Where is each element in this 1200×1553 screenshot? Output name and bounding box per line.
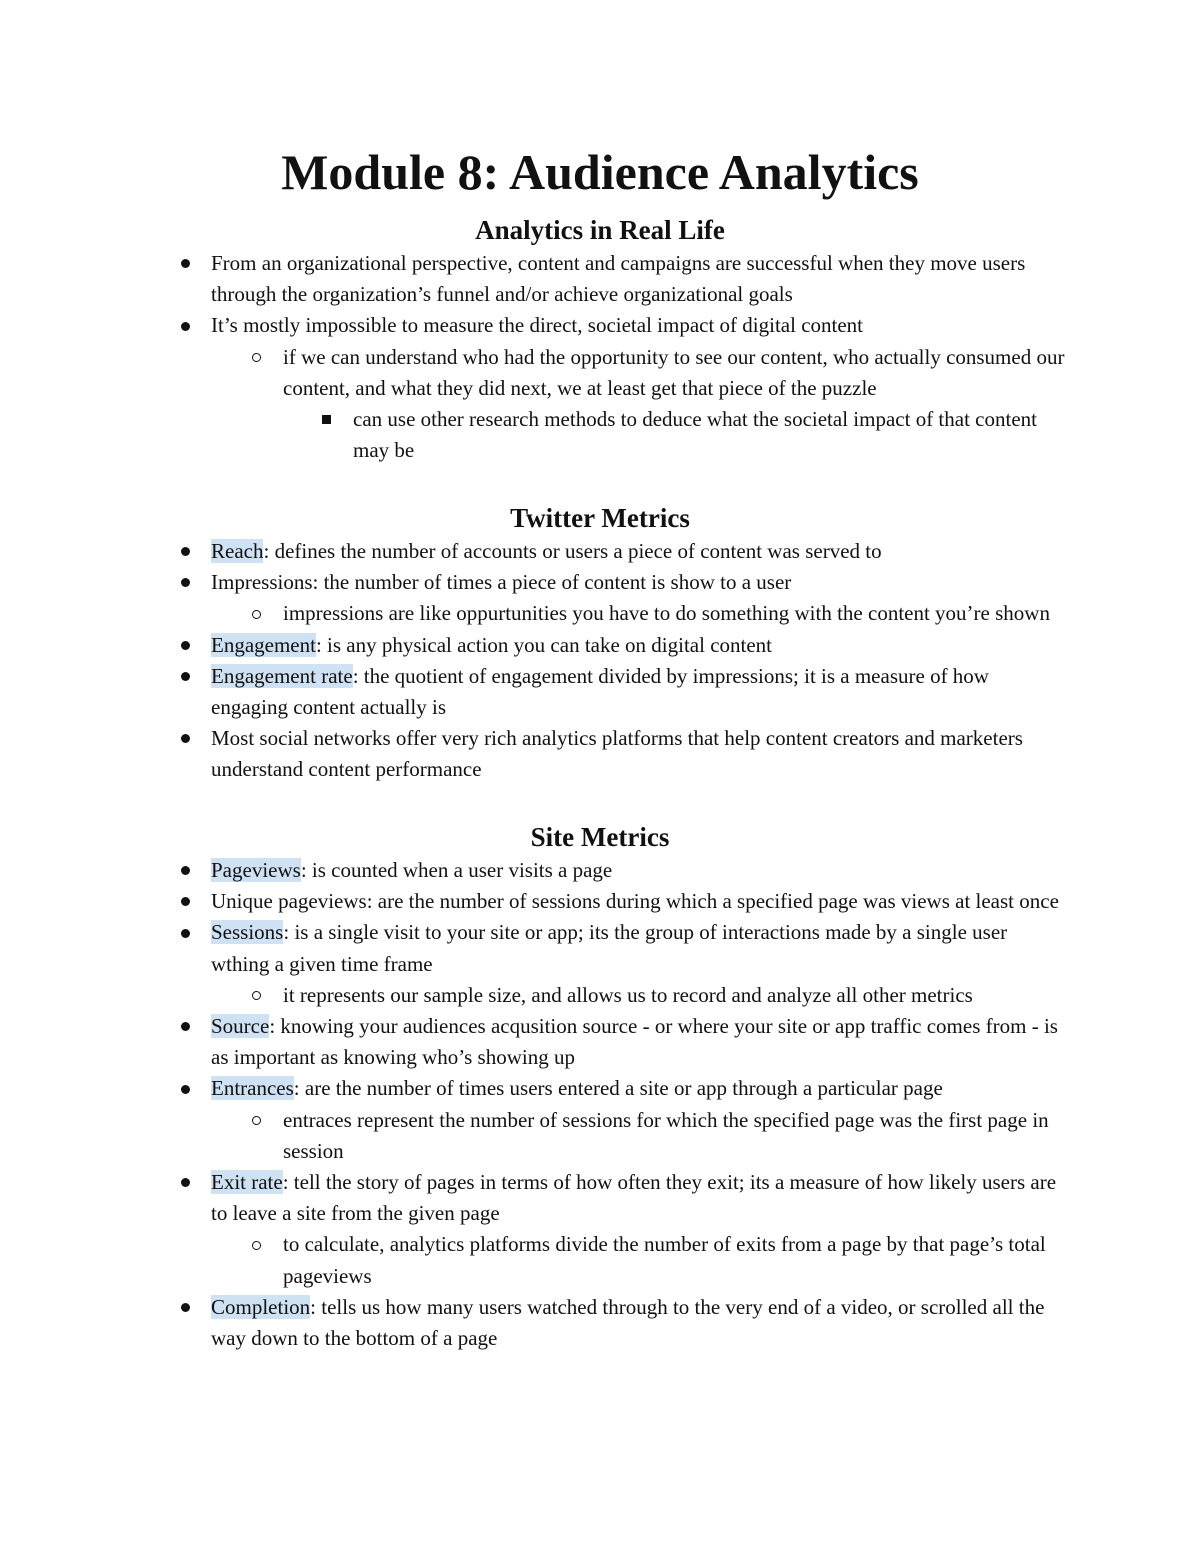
list-item <box>0 1292 1200 1354</box>
hollow-bullet-icon <box>246 980 266 1011</box>
item-text: : is counted when a user visits a page <box>300 858 613 882</box>
highlighted-term: Reach <box>211 539 264 563</box>
filled-bullet-icon <box>175 248 195 279</box>
highlighted-term: Completion <box>211 1294 311 1319</box>
section-heading: Twitter Metrics <box>510 503 690 533</box>
item-text: entraces represent the number of sessions for which the specified page was the first page in session <box>283 1107 1049 1163</box>
list-item <box>0 723 1200 785</box>
bullet-list <box>0 248 1200 466</box>
item-text: it represents our sample size, and allows us to record and analyze all other metrics <box>283 982 973 1007</box>
list-item <box>0 855 1200 886</box>
highlighted-term: Engagement rate <box>211 663 353 688</box>
item-text: if we can understand who had the opportunity to see our content, who actually consumed our content, and what they did next, we at least get that piece of the puzzle <box>283 344 1065 400</box>
item-text: : defines the number of accounts or users a piece of content was served to <box>263 539 882 563</box>
item-text: Unique pageviews: are the number of sessions during which a specified page was views at least once <box>211 889 1059 914</box>
filled-bullet-icon <box>175 1011 195 1042</box>
list-item <box>0 630 1200 661</box>
list-item <box>0 1011 1200 1073</box>
list-item <box>0 248 1200 310</box>
page-title: Module 8: Audience Analytics <box>281 144 919 200</box>
filled-bullet-icon <box>175 567 195 598</box>
list-item <box>0 567 1200 598</box>
filled-bullet-icon <box>175 310 195 341</box>
hollow-bullet-icon <box>246 598 266 629</box>
bullet-list <box>0 536 1200 786</box>
filled-bullet-icon <box>175 536 195 567</box>
list-item <box>0 342 1200 404</box>
filled-bullet-icon <box>175 661 195 692</box>
highlighted-term: Source <box>211 1014 270 1039</box>
section-analytics-in-real-life <box>0 212 1200 466</box>
highlighted-term: Exit rate <box>211 1170 283 1195</box>
item-text: can use other research methods to deduce what the societal impact of that content may be <box>353 407 1037 463</box>
highlighted-term: Pageviews <box>211 858 301 882</box>
section-heading: Site Metrics <box>530 822 670 852</box>
list-item <box>0 536 1200 567</box>
list-item <box>0 1105 1200 1167</box>
section-heading: Analytics in Real Life <box>475 215 725 245</box>
item-text: impressions are like oppurtunities you have to do something with the content you’re shown <box>283 601 1050 626</box>
item-text: : is any physical action you can take on digital content <box>315 632 773 657</box>
square-bullet-icon <box>316 404 336 435</box>
item-text: It’s mostly impossible to measure the direct, societal impact of digital content <box>211 313 864 338</box>
hollow-bullet-icon <box>246 1229 266 1260</box>
item-text: to calculate, analytics platforms divide the number of exits from a page by that page’s total pageviews <box>283 1232 1046 1288</box>
item-text: : tells us how many users watched through to the very end of a video, or scrolled all the way down to the bottom of a page <box>211 1294 1045 1351</box>
highlighted-term: Sessions <box>211 920 284 945</box>
bullet-list <box>0 855 1200 1354</box>
item-text: : knowing your audiences acqusition source - or where your site or app traffic comes from - is as important as knowing who’s showing up <box>211 1014 1058 1070</box>
list-item <box>0 1073 1200 1104</box>
list-item <box>0 310 1200 341</box>
filled-bullet-icon <box>175 886 195 917</box>
item-text: From an organizational perspective, content and campaigns are successful when they move users through the organization’s funnel and/or achieve organizational goals <box>211 251 1026 307</box>
section-site-metrics <box>0 819 1200 1354</box>
list-item <box>0 886 1200 917</box>
list-item <box>0 917 1200 979</box>
list-item <box>0 404 1200 466</box>
item-text: : the quotient of engagement divided by impressions; it is a measure of how engaging content actually is <box>211 663 989 720</box>
filled-bullet-icon <box>175 630 195 661</box>
list-item <box>0 1229 1200 1291</box>
item-text: Impressions: the number of times a piece of content is show to a user <box>211 570 792 595</box>
item-text: : tell the story of pages in terms of how often they exit; its a measure of how likely users are to leave a site from the given page <box>211 1170 1057 1226</box>
highlighted-term: Entrances <box>211 1076 294 1101</box>
filled-bullet-icon <box>175 1167 195 1198</box>
list-item <box>0 598 1200 629</box>
hollow-bullet-icon <box>246 1105 266 1136</box>
filled-bullet-icon <box>175 1292 195 1323</box>
item-text: : is a single visit to your site or app; its the group of interactions made by a single user wthing a given time frame <box>211 920 1008 976</box>
highlighted-term: Engagement <box>211 632 316 657</box>
list-item <box>0 1167 1200 1229</box>
filled-bullet-icon <box>175 723 195 754</box>
list-item <box>0 980 1200 1011</box>
list-item <box>0 661 1200 723</box>
hollow-bullet-icon <box>246 342 266 373</box>
filled-bullet-icon <box>175 1073 195 1104</box>
filled-bullet-icon <box>175 917 195 948</box>
section-twitter-metrics <box>0 500 1200 786</box>
item-text: : are the number of times users entered a site or app through a particular page <box>293 1076 943 1101</box>
item-text: Most social networks offer very rich analytics platforms that help content creators and marketers understand content performance <box>211 726 1023 782</box>
filled-bullet-icon <box>175 855 195 886</box>
